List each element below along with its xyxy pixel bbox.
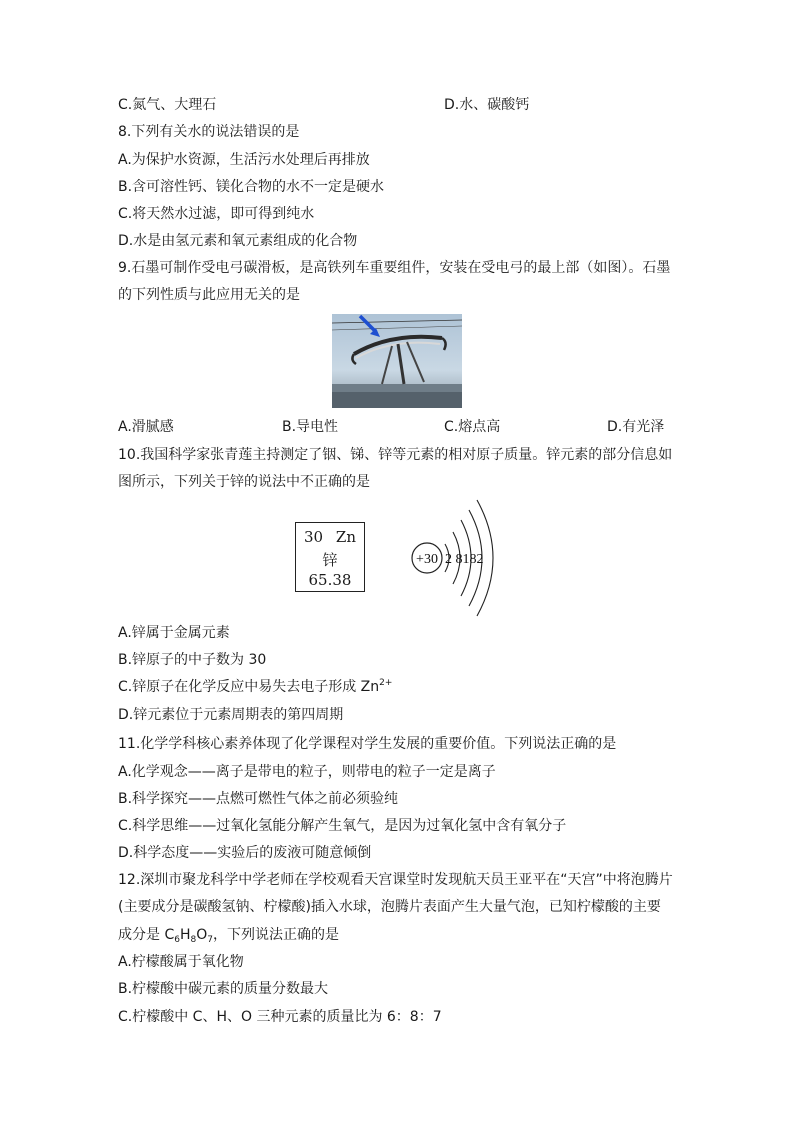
formula-sub-c: 6 xyxy=(174,935,180,945)
q12-stem-line3 xyxy=(118,926,339,946)
q10-option-a: A.锌属于金属元素 xyxy=(118,625,230,641)
q12-option-c: C.柠檬酸中 C、H、O 三种元素的质量比为 6：8：7 xyxy=(118,1009,442,1025)
q12-stem-line1: 12.深圳市聚龙科学中学老师在学校观看天宫课堂时发现航天员王亚平在“天宫”中将泡腾片 xyxy=(118,872,673,888)
q12-option-a: A.柠檬酸属于氧化物 xyxy=(118,954,244,970)
q7-option-c: C.氮气、大理石 xyxy=(118,97,217,113)
q9-stem-line1: 9.石墨可制作受电弓碳滑板，是高铁列车重要组件，安装在受电弓的最上部（如图）。石墨 xyxy=(118,260,671,276)
q8-option-a: A.为保护水资源，生活污水处理后再排放 xyxy=(118,152,370,168)
q12-option-b: B.柠檬酸中碳元素的质量分数最大 xyxy=(118,981,329,997)
q11-option-c: C.科学思维——过氧化氢能分解产生氧气，是因为过氧化氢中含有氧分子 xyxy=(118,818,567,834)
q9-option-d: D.有光泽 xyxy=(607,419,665,435)
q8-option-c: C.将天然水过滤，即可得到纯水 xyxy=(118,206,315,222)
q10-option-d: D.锌元素位于元素周期表的第四周期 xyxy=(118,707,344,723)
q10-option-c-text: C.锌原子在化学反应中易失去电子形成 Zn xyxy=(118,679,380,695)
q10-stem-line1: 10.我国科学家张青莲主持测定了铟、锑、锌等元素的相对原子质量。锌元素的部分信息如 xyxy=(118,447,673,463)
q9-option-b: B.导电性 xyxy=(282,419,339,435)
electron-shell-counts: 2 8182 xyxy=(445,552,484,567)
q12-stem-line2: (主要成分是碳酸氢钠、柠檬酸)插入水球，泡腾片表面产生大量气泡，已知柠檬酸的主要 xyxy=(118,899,661,915)
q11-stem: 11.化学学科核心素养体现了化学课程对学生发展的重要价值。下列说法正确的是 xyxy=(118,736,617,752)
q7-option-d: D.水、碳酸钙 xyxy=(444,97,530,113)
q9-option-c: C.熔点高 xyxy=(444,419,501,435)
q11-option-d: D.科学态度——实验后的废液可随意倾倒 xyxy=(118,845,372,861)
pantograph-illustration xyxy=(332,314,462,408)
formula-h: H xyxy=(179,927,191,943)
charge-superscript: 2+ xyxy=(379,678,393,688)
q10-option-c xyxy=(118,678,392,698)
q8-option-b: B.含可溶性钙、镁化合物的水不一定是硬水 xyxy=(118,179,385,195)
element-name: 锌 xyxy=(322,551,338,569)
q9-option-a: A.滑腻感 xyxy=(118,419,174,435)
q10-option-b: B.锌原子的中子数为 30 xyxy=(118,652,267,668)
q8-option-d: D.水是由氢元素和氧元素组成的化合物 xyxy=(118,233,358,249)
q10-stem-line2: 图所示，下列关于锌的说法中不正确的是 xyxy=(118,474,370,490)
nucleus-charge: +30 xyxy=(416,552,438,567)
q8-stem: 8.下列有关水的说法错误的是 xyxy=(118,124,300,140)
formula-prefix: 成分是 C xyxy=(118,927,175,943)
atomic-mass: 65.38 xyxy=(308,571,352,589)
pantograph-photo xyxy=(332,314,462,408)
formula-suffix: ，下列说法正确的是 xyxy=(213,927,339,943)
q9-stem-line2: 的下列性质与此应用无关的是 xyxy=(118,287,300,303)
q11-option-b: B.科学探究——点燃可燃性气体之前必须验纯 xyxy=(118,791,399,807)
q11-option-a: A.化学观念——离子是带电的粒子，则带电的粒子一定是离子 xyxy=(118,764,496,780)
atomic-number: 30 xyxy=(304,528,324,546)
formula-sub-h: 8 xyxy=(190,935,197,945)
element-symbol: Zn xyxy=(335,528,356,546)
formula-sub-o: 7 xyxy=(207,935,213,945)
zinc-element-card xyxy=(295,522,365,592)
zinc-atomic-structure-diagram xyxy=(405,498,505,618)
formula-o: O xyxy=(196,927,208,943)
